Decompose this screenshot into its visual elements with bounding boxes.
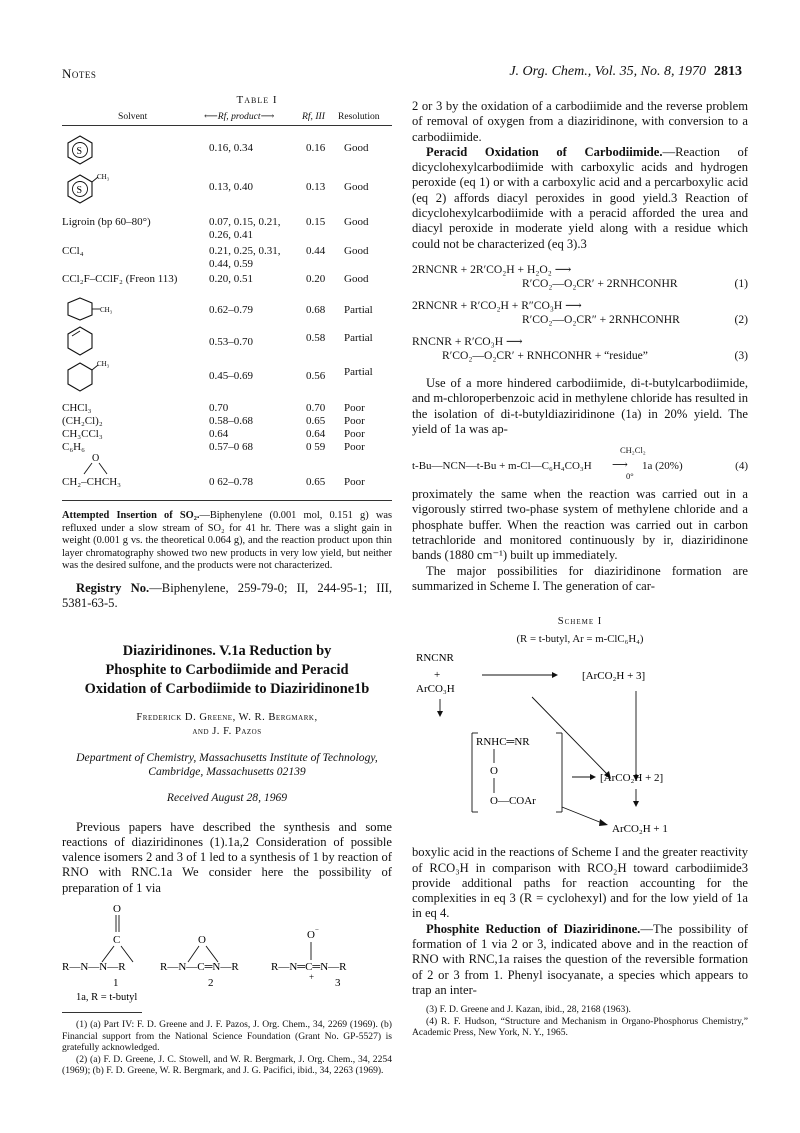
table-caption: Table I — [236, 94, 278, 106]
phosphite-paragraph — [412, 922, 748, 998]
table-cell: 0.07, 0.15, 0.21, — [209, 216, 281, 228]
equation-text: 1a (20%) — [642, 460, 683, 473]
equation-4 — [412, 445, 748, 482]
svg-text:R—N—C═N—R: R—N—C═N—R — [160, 961, 239, 974]
svg-text:O: O — [307, 929, 315, 942]
paragraph-text: 2 or 3 by the oxidation of a carbodiimide and the reverse problem of removal of oxygen from a diaziridinone, with conversion to a carbodiimide. — [412, 99, 748, 144]
svg-text:1: 1 — [113, 977, 119, 990]
thiophene-ring-icon — [66, 135, 94, 165]
table-row: C₆H₆ — [62, 441, 85, 453]
table-row: CH₂–CHCH₃ — [62, 476, 122, 488]
paragraph-text: The major possibilities for diaziridinone formation are summarized in Scheme I. The generation of car- — [412, 563, 748, 593]
footnote-rule — [62, 1012, 142, 1013]
equation-text: 2RNCNR + 2R′CO₂H + H₂O₂ ⟶ — [412, 262, 572, 276]
title-line: Diaziridinones. V.1a Reduction by — [122, 642, 332, 659]
left-column — [62, 92, 392, 1077]
equation-text: R′CO₂—O₂CR′ + 2RNHCONHR — [522, 276, 678, 290]
svg-text:RNCNR: RNCNR — [416, 652, 454, 665]
methylthiophene-ring-icon — [66, 172, 110, 204]
table-cell: 0 59 — [306, 441, 326, 453]
table-cell: 0.65 — [306, 476, 326, 488]
received-date: Received August 28, 1969 — [166, 790, 288, 804]
table-row: 0.45–0.69 — [209, 370, 253, 382]
paragraph-text: —Biphenylene (0.001 mol, 0.151 g) was refluxed under a slow stream of SO₂ for 41 hr. There was a slight gain in weight (0.001 g vs. the theoretical 0.064 g), and the reaction product upon thin layer chromatography showed two new products in very low yield, but neither was the desired sulfone, and the products were not characterized. — [62, 510, 392, 572]
table-row: (CH₂Cl)₂ — [62, 415, 103, 427]
table-cell: Partial — [344, 366, 373, 378]
equations-1-3 — [412, 262, 748, 364]
table-cell: 0.44 — [306, 245, 326, 257]
footnote: (3) F. D. Greene and J. Kazan, ibid., 28, 2168 (1963). — [426, 1004, 631, 1016]
table-row: Ligroin (bp 60–80°) — [62, 216, 151, 228]
table-cell: 0.64 — [306, 428, 326, 440]
author-line: and J. F. Pazos — [192, 725, 262, 737]
svg-text:O: O — [92, 453, 100, 464]
scheme-diagram — [412, 647, 748, 837]
footnote: (4) R. F. Hudson, “Structure and Mechanism in Organo-Phosphorus Chemistry,” Academic Press, New York, N. Y., 1965. — [412, 1015, 748, 1039]
table-cell: 0.20, 0.51 — [209, 273, 253, 285]
svg-text:ArCO₃H: ArCO₃H — [416, 683, 455, 696]
equation-3 — [412, 334, 748, 349]
paragraph-text: Use of a more hindered carbodiimide, di-t-butylcarbodiimide, and m-chloroperbenzoic acid in methylene chloride has resulted in the isolation of di-t-butyldiaziridinone (1a) in 20% yield. The yield of 1a was ap- — [412, 375, 748, 436]
table-row: 0.16, 0.34 — [209, 142, 253, 154]
table-cell: Poor — [344, 428, 365, 440]
svg-text:3: 3 — [335, 977, 341, 990]
table-last-row — [62, 476, 392, 501]
footnote: (2) (a) F. D. Greene, J. C. Stowell, and W. R. Bergmark, J. Org. Chem., 34, 2254 (1969); (b) F. D. Greene, W. R. Bergmark, and J. G. Pacifici, ibid., 34, 2263 (1969). — [62, 1053, 392, 1077]
table-row: CHCl₃ — [62, 402, 92, 414]
footnote: (1) (a) Part IV: F. D. Greene and J. F. Pazos, J. Org. Chem., 34, 2269 (1969). (b) Financial support from the National Science Foundation (Grant No. GP-5527) is gratefully acknowledged. — [62, 1019, 392, 1054]
table-row: CCl₄ — [62, 245, 84, 257]
svg-text:ArCO₂H + 1: ArCO₂H + 1 — [612, 823, 668, 836]
table-row: 0.62–0.79 — [209, 304, 253, 316]
running-head-journal — [509, 64, 742, 80]
table-cell: 0.70 — [209, 402, 229, 414]
table-cell: 0.58–0.68 — [209, 415, 253, 427]
equation-number: (1) — [734, 276, 748, 290]
table-cell: Poor — [344, 441, 365, 453]
table-cell: 0.13 — [306, 181, 326, 193]
equation-number: (2) — [734, 312, 748, 326]
table-cell: 0.56 — [306, 370, 326, 382]
svg-text:O: O — [113, 903, 121, 916]
table-cell: 0.26, 0.41 — [209, 229, 253, 241]
paragraph-text: —The possibility of formation of 1 via 2 or 3, indicated above and in the reaction of RNO with RNC,1a raises the question of the reversible formation of 2 or 3 from 1. Phenyl isocyanate, a species which appears to trap an inter- — [412, 921, 749, 997]
table-row: 0.53–0.70 — [209, 336, 253, 348]
title-line: Phosphite to Carbodiimide and Peracid — [105, 661, 349, 678]
svg-text:CH₃: CH₃ — [100, 306, 113, 314]
registry-paragraph — [62, 581, 392, 612]
col-rf-iii: Rf, III — [302, 111, 325, 122]
equation-2 — [412, 298, 748, 313]
left-footnotes — [62, 1019, 392, 1077]
peracid-paragraph — [412, 145, 748, 252]
table-cell: Good — [344, 245, 369, 257]
svg-text:+: + — [309, 972, 315, 983]
svg-text:1a, R = t-butyl: 1a, R = t-butyl — [76, 992, 138, 1004]
scheme-title: Scheme I — [557, 616, 603, 628]
table-row: CH₃CCl₃ — [62, 428, 103, 440]
table-cell: Good — [344, 181, 369, 193]
section-heading: Registry No. — [76, 580, 150, 595]
svg-text:CH₃: CH₃ — [97, 360, 110, 368]
svg-text:[ArCO₂H + 3]: [ArCO₂H + 3] — [582, 670, 646, 683]
paragraph-text: proximately the same when the reaction was carried out in a vigorously stirred two-phase system of methylene chloride and a phosphate buffer. When the reaction was carried out in carbon tetrachloride and monitored continuously by ir, diaziridinone bands (1880 cm⁻¹) built up immediately. — [412, 487, 748, 563]
right-column — [412, 92, 748, 1039]
table-cell: 0 62–0.78 — [209, 476, 253, 488]
table-cell: 0.20 — [306, 273, 326, 285]
svg-text:−: − — [315, 926, 319, 935]
table-cell: 0.65 — [306, 415, 326, 427]
section-heading: Phosphite Reduction of Diaziridinone. — [426, 921, 641, 936]
intro-paragraph: Previous papers have described the synthesis and some reactions of diaziridinones (1).1a,2 Consideration of possible valence isomers 2 and 3 of 1 led to a synthesis of 1 by reaction of RNO with RNC.1a We consider here the possibility of preparation of 1 via — [62, 819, 392, 895]
equation-text: R′CO₂—O₂CR″ + 2RNHCONHR — [522, 312, 680, 326]
table-cell: 0.64 — [209, 428, 229, 440]
table-cell: Poor — [344, 476, 365, 488]
svg-text:O: O — [490, 765, 498, 778]
table-cell: Good — [344, 273, 369, 285]
methylcyclohexene-ring-icon — [66, 359, 110, 393]
paragraph-text: —Biphenylene, 259-79-0; II, 244-95-1; III, 5381-63-5. — [62, 580, 392, 611]
right-footnotes — [412, 1004, 748, 1039]
author-line: Frederick D. Greene, W. R. Bergmark, — [136, 711, 318, 723]
paragraph-text: boxylic acid in the reactions of Scheme I and the greater reactivity of RCO₃H in comparison with RCO₂H toward carbodiimide3 provide additional paths for reaction accounting for the complexities in eq 3 (R = cyclohexyl) and for the low yield of 1a in eq 4. — [412, 845, 748, 921]
svg-text:[ArCO₂H + 2]: [ArCO₂H + 2] — [600, 772, 664, 785]
table-row: 0.13, 0.40 — [209, 181, 253, 193]
reaction-condition: CH₂Cl₂ — [620, 445, 646, 456]
table-cell: Poor — [344, 415, 365, 427]
equation-text: 2RNCNR + R′CO₂H + R″CO₃H ⟶ — [412, 298, 582, 312]
table-body — [62, 126, 392, 484]
equation-2b — [412, 313, 748, 328]
table-cell: 0.44, 0.59 — [209, 258, 253, 270]
svg-text:2: 2 — [208, 977, 214, 990]
table-cell: 0.70 — [306, 402, 326, 414]
table-cell: 0.68 — [306, 304, 326, 316]
svg-text:S: S — [76, 185, 83, 196]
article-title — [62, 642, 392, 699]
equation-3b — [412, 349, 748, 364]
table-cell: 0.58 — [306, 332, 326, 344]
section-heading: Peracid Oxidation of Carbodiimide. — [426, 144, 663, 159]
table-cell: Partial — [344, 332, 373, 344]
table-cell: 0.15 — [306, 216, 326, 228]
svg-text:O—COAr: O—COAr — [490, 795, 536, 808]
scheme-subtitle: (R = t-butyl, Ar = m-ClC₆H₄) — [516, 633, 644, 646]
equation-number: (4) — [735, 460, 748, 473]
section-heading: Attempted Insertion of SO₂. — [62, 510, 200, 521]
table-header — [62, 109, 392, 126]
table-cell: 0.57–0 68 — [209, 441, 253, 453]
equation-1 — [412, 262, 748, 277]
structures-diagram — [62, 902, 392, 1012]
table-cell: 0.16 — [306, 142, 326, 154]
affiliation: Department of Chemistry, Massachusetts Institute of Technology, Cambridge, Massachusetts 02139 — [76, 750, 378, 778]
attempted-insertion-paragraph — [62, 510, 392, 573]
equation-text: t-Bu—NCN—t-Bu + m-Cl—C₆H₄CO₃H — [412, 460, 592, 473]
svg-text:S: S — [76, 146, 83, 157]
svg-text:C: C — [113, 934, 121, 947]
paragraph-text: —Reaction of dicyclohexylcarbodiimide with carboxylic acids and hydrogen peroxide (eq 1) or with a carboxylic acid and a percarboxylic acid (eq 2) affords diacyl peroxides in good yield.3 Reaction of dicyclohexylcarbodiimide with a peracid afforded the urea and diacyl peroxide in moderate yield along with a residue which could not be characterized (eq 3).3 — [412, 144, 748, 251]
epoxide-structure-icon — [76, 452, 116, 476]
table-cell: Partial — [344, 304, 373, 316]
svg-text:CH₃: CH₃ — [97, 173, 110, 181]
cyclohexene-ring-icon — [66, 326, 94, 356]
authors — [62, 711, 392, 739]
table-cell: Good — [344, 142, 369, 154]
svg-text:R—N═C═N—R: R—N═C═N—R — [271, 961, 347, 974]
journal-citation: J. Org. Chem., Vol. 35, No. 8, 1970 — [509, 64, 706, 79]
svg-text:+: + — [434, 669, 441, 682]
equation-text: R′CO₂—O₂CR′ + RNHCONHR + “residue” — [442, 348, 648, 362]
table-cell: Good — [344, 216, 369, 228]
col-solvent: Solvent — [118, 111, 148, 122]
svg-text:RNHC═NR: RNHC═NR — [476, 736, 530, 749]
reaction-arrow: ⟶ — [612, 459, 628, 472]
title-line: Oxidation of Carbodiimide to Diaziridinone1b — [84, 680, 370, 697]
table-row: CCl₂F–CClF₂ (Freon 113) — [62, 273, 178, 285]
table-cell: 0.21, 0.25, 0.31, — [209, 245, 281, 257]
col-resolution: Resolution — [338, 111, 380, 122]
methylcyclopentene-ring-icon — [66, 296, 114, 322]
table-cell: Poor — [344, 402, 365, 414]
col-rf-product: ⟵Rf, product⟶ — [204, 111, 275, 122]
page-number: 2813 — [714, 64, 742, 79]
running-head-section: Notes — [62, 66, 97, 81]
equation-number: (3) — [734, 348, 748, 362]
svg-text:O: O — [198, 934, 206, 947]
svg-text:R—N—N—R: R—N—N—R — [62, 961, 126, 974]
equation-text: RNCNR + R′CO₃H ⟶ — [412, 334, 523, 348]
reaction-condition: 0° — [626, 471, 634, 482]
equation-1b — [412, 277, 748, 292]
